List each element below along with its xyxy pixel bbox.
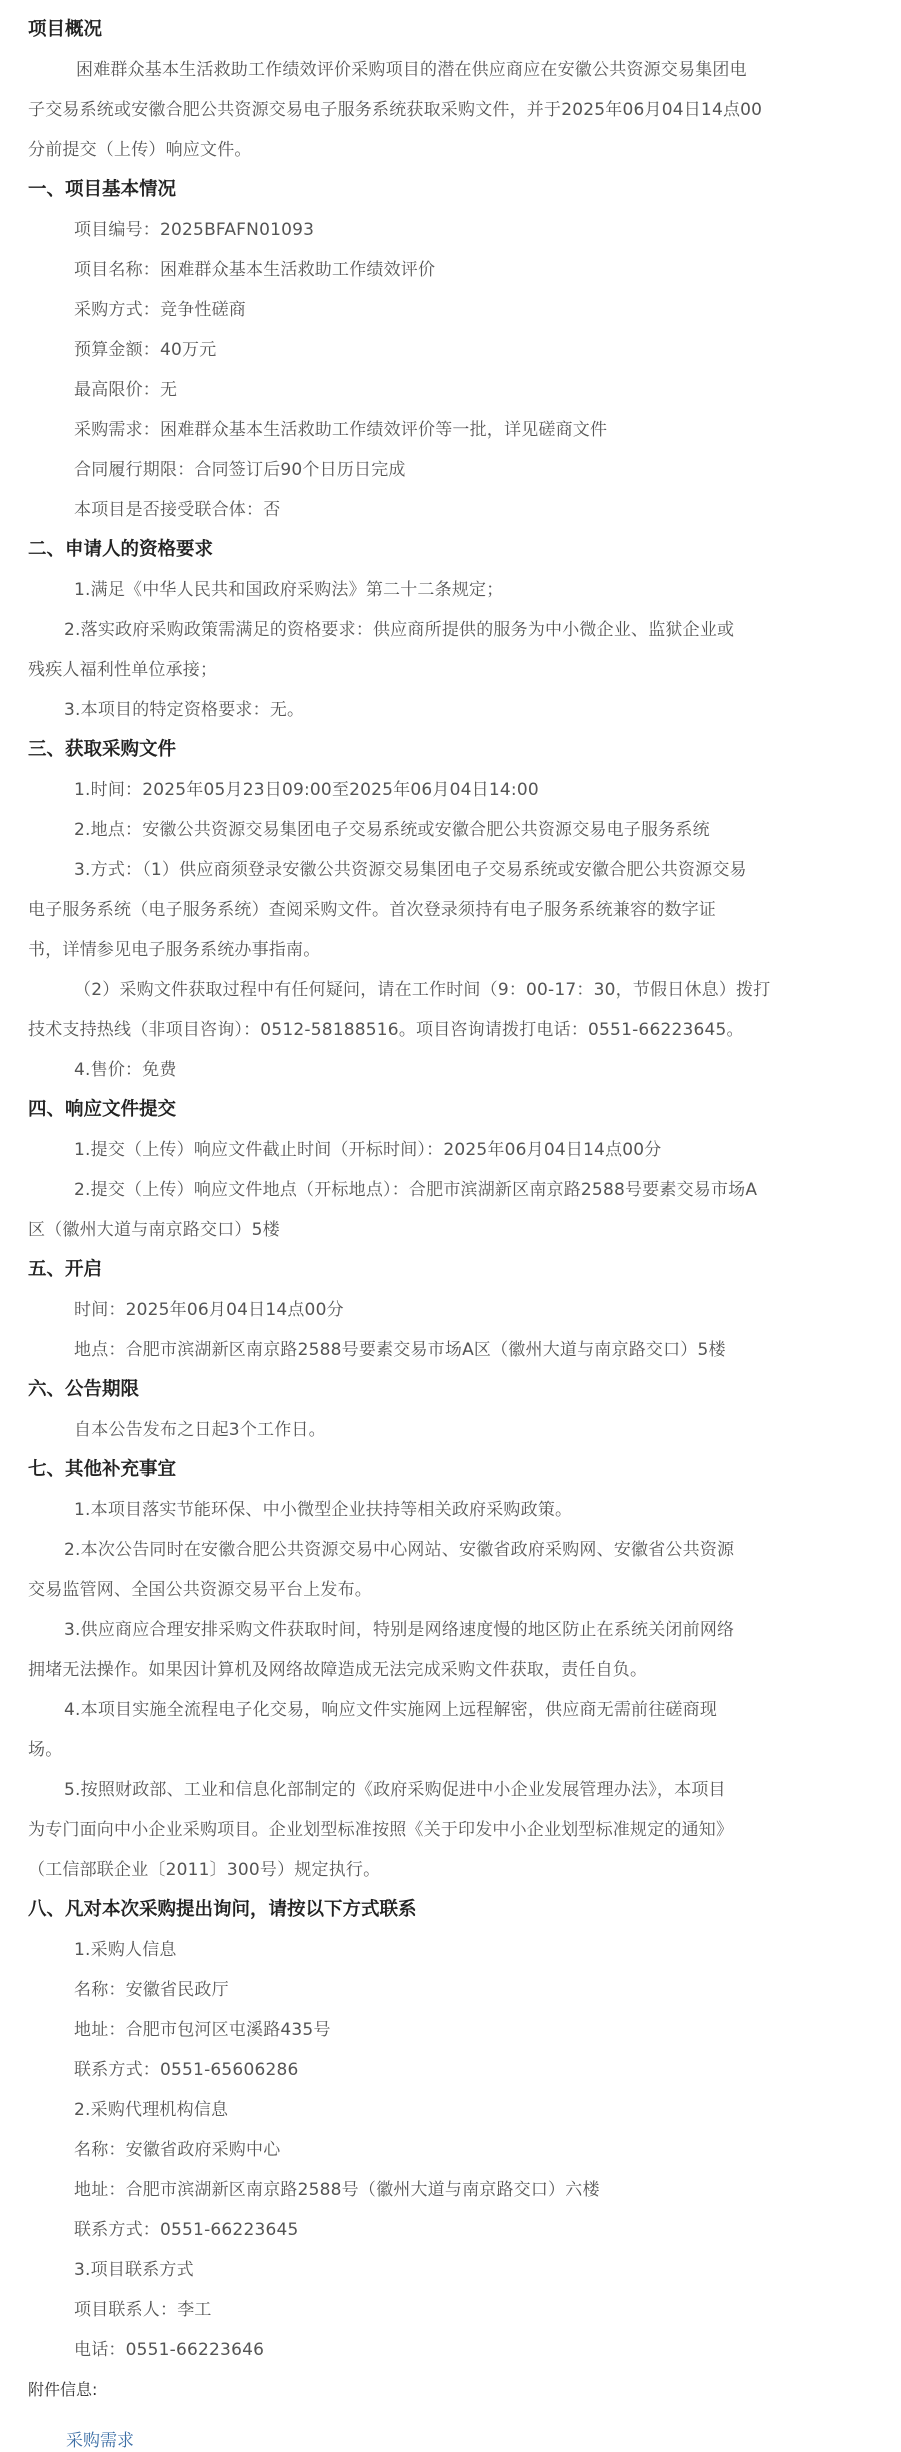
qualification-line: 残疾人福利性单位承接； bbox=[28, 660, 218, 680]
agency-name: 名称：安徽省政府采购中心 bbox=[74, 2140, 281, 2160]
procurement-demand: 采购需求：困难群众基本生活救助工作绩效评价等一批，详见磋商文件 bbox=[74, 420, 608, 440]
consortium-accepted: 本项目是否接受联合体：否 bbox=[74, 500, 281, 520]
section1-title: 一、项目基本情况 bbox=[28, 179, 177, 200]
acquire-time: 1.时间：2025年05月23日09:00至2025年06月04日14:00 bbox=[74, 780, 539, 800]
acquire-method-line: 书，详情参见电子服务系统办事指南。 bbox=[28, 940, 321, 960]
procurement-method: 采购方式：竞争性磋商 bbox=[74, 300, 246, 320]
supplement-line: 为专门面向中小企业采购项目。企业划型标准按照《关于印发中小企业划型标准规定的通知》 bbox=[28, 1820, 734, 1840]
project-contact-phone: 电话：0551-66223646 bbox=[74, 2340, 265, 2360]
supplement-line: 2.本次公告同时在安徽合肥公共资源交易中心网站、安徽省政府采购网、安徽省公共资源 bbox=[64, 1540, 735, 1560]
overview-line: 分前提交（上传）响应文件。 bbox=[28, 140, 252, 160]
section6-title: 六、公告期限 bbox=[28, 1379, 140, 1400]
agency-heading: 2.采购代理机构信息 bbox=[74, 2100, 229, 2120]
acquire-price: 4.售价：免费 bbox=[74, 1060, 177, 1080]
overview-title: 项目概况 bbox=[28, 19, 103, 40]
submission-place: 区（徽州大道与南京路交口）5楼 bbox=[28, 1220, 280, 1240]
notice-period: 自本公告发布之日起3个工作日。 bbox=[74, 1420, 326, 1440]
supplement-line: （工信部联企业〔2011〕300号）规定执行。 bbox=[28, 1860, 381, 1880]
acquire-place: 2.地点：安徽公共资源交易集团电子交易系统或安徽合肥公共资源交易电子服务系统 bbox=[74, 820, 710, 840]
budget-amount: 预算金额：40万元 bbox=[74, 340, 217, 360]
supplement-line: 拥堵无法操作。如果因计算机及网络故障造成无法完成采购文件获取，责任自负。 bbox=[28, 1660, 648, 1680]
attachments-title: 附件信息: bbox=[28, 2380, 98, 2399]
section4-title: 四、响应文件提交 bbox=[28, 1099, 177, 1120]
supplement-line: 1.本项目落实节能环保、中小微型企业扶持等相关政府采购政策。 bbox=[74, 1500, 573, 1520]
max-price: 最高限价：无 bbox=[74, 380, 178, 400]
submission-deadline: 1.提交（上传）响应文件截止时间（开标时间）：2025年06月04日14点00分 bbox=[74, 1140, 662, 1160]
opening-place: 地点：合肥市滨湖新区南京路2588号要素交易市场A区（徽州大道与南京路交口）5楼 bbox=[74, 1340, 726, 1360]
acquire-method-line: 技术支持热线（非项目咨询）：0512-58188516。项目咨询请拨打电话：0551-66223645。 bbox=[28, 1020, 744, 1040]
acquire-method-line: 3.方式：（1）供应商须登录安徽公共资源交易集团电子交易系统或安徽合肥公共资源交易 bbox=[74, 860, 747, 880]
contract-period: 合同履行期限：合同签订后90个日历日完成 bbox=[74, 460, 406, 480]
supplement-line: 交易监管网、全国公共资源交易平台上发布。 bbox=[28, 1580, 372, 1600]
opening-time: 时间：2025年06月04日14点00分 bbox=[74, 1300, 344, 1320]
attachment-link-procurement-demand[interactable]: 采购需求 bbox=[66, 2431, 134, 2451]
project-contact-person: 项目联系人：李工 bbox=[74, 2300, 212, 2320]
acquire-method-line: 电子服务系统（电子服务系统）查阅采购文件。首次登录须持有电子服务系统兼容的数字证 bbox=[28, 900, 716, 920]
project-contact-heading: 3.项目联系方式 bbox=[74, 2260, 194, 2280]
agency-address: 地址：合肥市滨湖新区南京路2588号（徽州大道与南京路交口）六楼 bbox=[74, 2180, 600, 2200]
purchaser-name: 名称：安徽省民政厅 bbox=[74, 1980, 229, 2000]
section7-title: 七、其他补充事宜 bbox=[28, 1459, 177, 1480]
qualification-line: 3.本项目的特定资格要求：无。 bbox=[64, 700, 305, 720]
supplement-line: 5.按照财政部、工业和信息化部制定的《政府采购促进中小企业发展管理办法》，本项目 bbox=[64, 1780, 726, 1800]
section3-title: 三、获取采购文件 bbox=[28, 739, 177, 760]
overview-line: 困难群众基本生活救助工作绩效评价采购项目的潜在供应商应在安徽公共资源交易集团电 bbox=[76, 60, 747, 80]
purchaser-phone: 联系方式：0551-65606286 bbox=[74, 2060, 299, 2080]
supplement-line: 3.供应商应合理安排采购文件获取时间，特别是网络速度慢的地区防止在系统关闭前网络 bbox=[64, 1620, 735, 1640]
purchaser-heading: 1.采购人信息 bbox=[74, 1940, 177, 1960]
overview-line: 子交易系统或安徽合肥公共资源交易电子服务系统获取采购文件，并于2025年06月04日14点00 bbox=[28, 100, 763, 120]
project-name: 项目名称：困难群众基本生活救助工作绩效评价 bbox=[74, 260, 436, 280]
section8-title: 八、凡对本次采购提出询问，请按以下方式联系 bbox=[28, 1899, 417, 1920]
supplement-line: 场。 bbox=[28, 1740, 63, 1760]
section5-title: 五、开启 bbox=[28, 1259, 103, 1280]
agency-phone: 联系方式：0551-66223645 bbox=[74, 2220, 299, 2240]
acquire-method-line: （2）采购文件获取过程中有任何疑问，请在工作时间（9：00-17：30，节假日休息）拨打 bbox=[74, 980, 771, 1000]
section2-title: 二、申请人的资格要求 bbox=[28, 539, 214, 560]
qualification-line: 1.满足《中华人民共和国政府采购法》第二十二条规定； bbox=[74, 580, 504, 600]
supplement-line: 4.本项目实施全流程电子化交易，响应文件实施网上远程解密，供应商无需前往磋商现 bbox=[64, 1700, 718, 1720]
project-number: 项目编号：2025BFAFN01093 bbox=[74, 220, 315, 240]
purchaser-address: 地址：合肥市包河区屯溪路435号 bbox=[74, 2020, 331, 2040]
submission-place: 2.提交（上传）响应文件地点（开标地点）：合肥市滨湖新区南京路2588号要素交易市场A bbox=[74, 1180, 758, 1200]
qualification-line: 2.落实政府采购政策需满足的资格要求：供应商所提供的服务为中小微企业、监狱企业或 bbox=[64, 620, 735, 640]
